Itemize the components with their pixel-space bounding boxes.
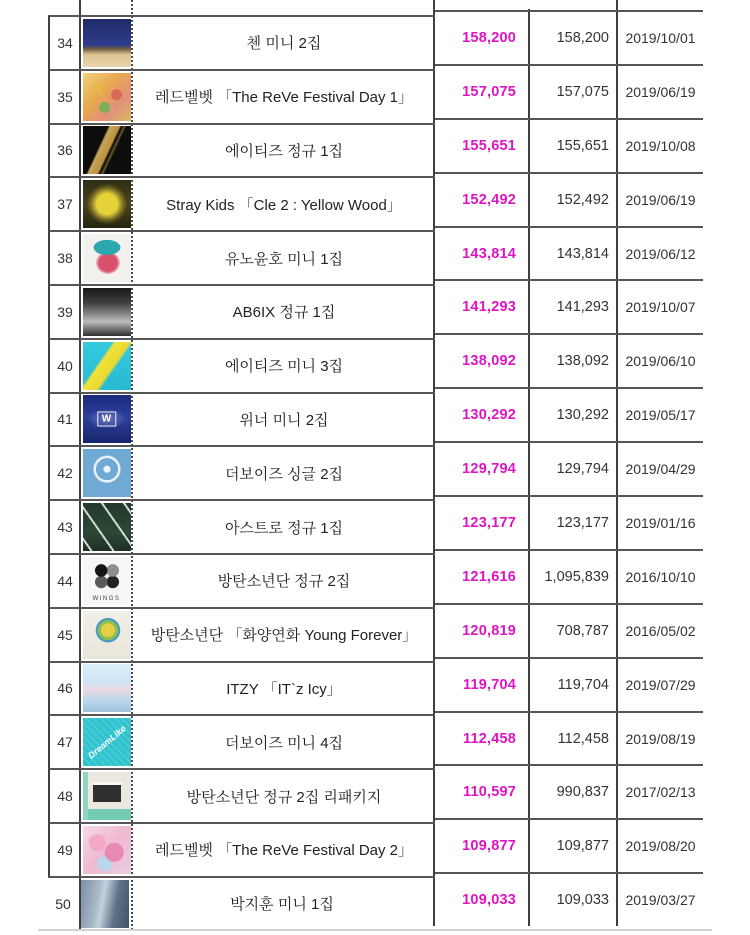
period-sales-cell: 155,651 (462, 137, 516, 154)
cover-text: DreamLike (85, 723, 128, 761)
uknow-yunho-mini-1st-album-cover (83, 234, 131, 282)
cover-cell (78, 880, 131, 928)
period-sales-cell: 152,492 (462, 191, 516, 208)
table-row (435, 818, 703, 872)
total-sales-cell: 990,837 (556, 784, 609, 801)
total-sales-cell: 123,177 (556, 514, 609, 531)
release-date-cell: 2019/08/19 (625, 730, 696, 747)
table-row (435, 711, 703, 765)
period-sales-cell: 141,293 (462, 299, 516, 316)
rank-cell: 50 (55, 895, 71, 912)
table-row (48, 284, 435, 338)
rank-cell: 44 (57, 572, 73, 589)
period-sales-cell: 110,597 (462, 784, 516, 801)
cover-cell (80, 718, 133, 766)
itzy-itz-icy-album-cover (83, 664, 131, 712)
cover-text: WINGS (92, 595, 121, 602)
release-date-cell: 2019/06/12 (625, 245, 696, 262)
cover-cell (80, 342, 133, 390)
rank-cell: 47 (57, 734, 73, 751)
ateez-mini-3rd-album-cover (83, 342, 131, 390)
table-row (435, 172, 703, 226)
table-row (48, 553, 435, 607)
cover-cell (80, 126, 133, 174)
period-sales-cell: 130,292 (462, 407, 516, 424)
table-row (48, 230, 435, 284)
album-title-cell: 방탄소년단 정규 2집 (217, 573, 351, 591)
table-row (435, 441, 703, 495)
rank-cell: 46 (57, 680, 73, 697)
table-row (48, 392, 435, 446)
period-sales-cell: 138,092 (462, 353, 516, 370)
table-row (48, 499, 435, 553)
release-date-cell: 2019/06/10 (625, 353, 696, 370)
release-date-cell: 2019/01/16 (625, 514, 696, 531)
rank-cell: 45 (57, 626, 73, 643)
release-date-cell: 2019/05/17 (625, 407, 696, 424)
red-velvet-reve-festival-day2-cover (83, 826, 131, 874)
table-row (48, 338, 435, 392)
period-sales-cell: 109,033 (462, 892, 516, 909)
album-title-cell: Stray Kids 「Cle 2 : Yellow Wood」 (166, 196, 402, 214)
table-row (435, 603, 703, 657)
release-date-cell: 2019/10/01 (625, 29, 696, 46)
release-date-cell: 2019/04/29 (625, 461, 696, 478)
astro-regular-1st-album-cover (83, 503, 131, 551)
table-row (48, 768, 435, 822)
bts-wings-album-cover (83, 557, 131, 605)
total-sales-cell: 109,877 (556, 838, 609, 855)
table-row (435, 64, 703, 118)
table-row (435, 226, 703, 280)
album-title-cell: AB6IX 정규 1집 (232, 304, 336, 322)
total-sales-cell: 129,794 (556, 461, 609, 478)
table-row (435, 495, 703, 549)
total-sales-cell: 138,092 (556, 353, 609, 370)
total-sales-cell: 143,814 (556, 245, 609, 262)
rank-cell: 36 (57, 142, 73, 159)
cover-cell (80, 611, 133, 659)
red-velvet-reve-festival-day1-cover (83, 73, 131, 121)
rank-cell: 38 (57, 250, 73, 267)
bts-young-forever-album-cover (83, 611, 131, 659)
album-title-cell: 아스트로 정규 1집 (224, 519, 344, 537)
table-row (435, 118, 703, 172)
rank-cell: 37 (57, 196, 73, 213)
period-sales-cell: 109,877 (462, 838, 516, 855)
table-row (48, 176, 435, 230)
table-row (435, 279, 703, 333)
table-row (48, 714, 435, 768)
table-right-section (435, 10, 703, 926)
total-sales-cell: 1,095,839 (544, 568, 609, 585)
table-row (48, 445, 435, 499)
release-date-cell: 2019/07/29 (625, 676, 696, 693)
the-boyz-single-2nd-album-cover (83, 449, 131, 497)
total-sales-cell: 130,292 (556, 407, 609, 424)
the-boyz-mini-4th-album-cover (83, 718, 131, 766)
park-jihoon-mini-1st-album-cover (81, 880, 129, 928)
cover-cell (80, 288, 133, 336)
period-sales-cell: 143,814 (462, 245, 516, 262)
total-sales-cell: 157,075 (556, 83, 609, 100)
total-sales-cell: 152,492 (556, 191, 609, 208)
total-sales-cell: 708,787 (556, 622, 609, 639)
album-title-cell: 유노윤호 미니 1집 (224, 250, 344, 268)
rank-cell: 39 (57, 303, 73, 320)
period-sales-cell: 157,075 (462, 83, 516, 100)
total-sales-cell: 158,200 (556, 29, 609, 46)
album-title-cell: ITZY 「IT`z Icy」 (226, 680, 342, 698)
cover-cell (80, 234, 133, 282)
rank-cell: 34 (57, 34, 73, 51)
ab6ix-regular-1st-album-cover (83, 288, 131, 336)
table-row (48, 123, 435, 177)
table-row (48, 822, 435, 876)
cover-cell (80, 772, 133, 820)
album-title-cell: 방탄소년단 정규 2집 리패키지 (186, 788, 382, 806)
period-sales-cell: 112,458 (462, 730, 516, 747)
release-date-cell: 2019/10/07 (625, 299, 696, 316)
cover-cell (80, 449, 133, 497)
period-sales-cell: 123,177 (462, 514, 516, 531)
rank-cell: 41 (57, 411, 73, 428)
release-date-cell: 2019/06/19 (625, 191, 696, 208)
album-title-cell: 더보이즈 싱글 2집 (224, 465, 344, 483)
cover-cell (80, 180, 133, 228)
album-title-cell: 방탄소년단 「화양연화 Young Forever」 (150, 627, 418, 645)
total-sales-cell: 141,293 (556, 299, 609, 316)
release-date-cell: 2019/10/08 (625, 137, 696, 154)
cover-cell (80, 19, 133, 67)
chen-mini-2nd-album-cover (83, 19, 131, 67)
total-sales-cell: 155,651 (556, 137, 609, 154)
table-row (48, 607, 435, 661)
table-row (435, 387, 703, 441)
album-title-cell: 에이티즈 정규 1집 (224, 142, 344, 160)
cover-cell (80, 557, 133, 605)
rank-cell: 42 (57, 465, 73, 482)
release-date-cell: 2016/05/02 (625, 622, 696, 639)
total-sales-cell: 112,458 (557, 730, 609, 747)
release-date-cell: 2016/10/10 (625, 568, 696, 585)
period-sales-cell: 120,819 (462, 622, 516, 639)
album-title-cell: 더보이즈 미니 4집 (224, 734, 344, 752)
period-sales-cell: 119,704 (462, 676, 516, 693)
ateez-regular-1st-album-cover (83, 126, 131, 174)
period-sales-cell: 129,794 (462, 461, 516, 478)
album-title-cell: 박지훈 미니 1집 (230, 896, 334, 914)
cover-cell (80, 664, 133, 712)
table-row (435, 333, 703, 387)
album-title-cell: 레드벨벳 「The ReVe Festival Day 1」 (154, 89, 414, 107)
album-title-cell: 레드벨벳 「The ReVe Festival Day 2」 (154, 842, 414, 860)
period-sales-cell: 121,616 (462, 568, 516, 585)
release-date-cell: 2019/06/19 (625, 83, 696, 100)
cover-cell (80, 73, 133, 121)
release-date-cell: 2019/03/27 (625, 892, 696, 909)
cover-text: W (97, 412, 116, 427)
table-row (48, 69, 435, 123)
album-title-cell: 에이티즈 미니 3집 (224, 358, 344, 376)
rank-cell: 49 (57, 841, 73, 858)
period-sales-cell: 158,200 (462, 29, 516, 46)
table-row (48, 661, 435, 715)
stray-kids-cle2-yellow-wood-cover (83, 180, 131, 228)
table-row (48, 876, 435, 930)
rank-cell: 40 (57, 357, 73, 374)
table-row (435, 657, 703, 711)
winner-mini-2nd-album-cover (83, 395, 131, 443)
table-row (48, 15, 435, 69)
table-row (435, 10, 703, 64)
cover-cell (80, 826, 133, 874)
table-row (435, 872, 703, 926)
release-date-cell: 2019/08/20 (625, 838, 696, 855)
table-left-section (48, 15, 435, 930)
total-sales-cell: 109,033 (556, 892, 609, 909)
cover-cell (80, 395, 133, 443)
rank-cell: 48 (57, 788, 73, 805)
cover-cell (80, 503, 133, 551)
rank-cell: 43 (57, 519, 73, 536)
rank-cell: 35 (57, 88, 73, 105)
release-date-cell: 2017/02/13 (625, 784, 696, 801)
album-title-cell: 위너 미니 2집 (239, 411, 329, 429)
album-title-cell: 첸 미니 2집 (246, 35, 322, 53)
bts-regular-2nd-repackage-cover (83, 772, 131, 820)
total-sales-cell: 119,704 (557, 676, 609, 693)
table-row (435, 549, 703, 603)
table-row (435, 764, 703, 818)
